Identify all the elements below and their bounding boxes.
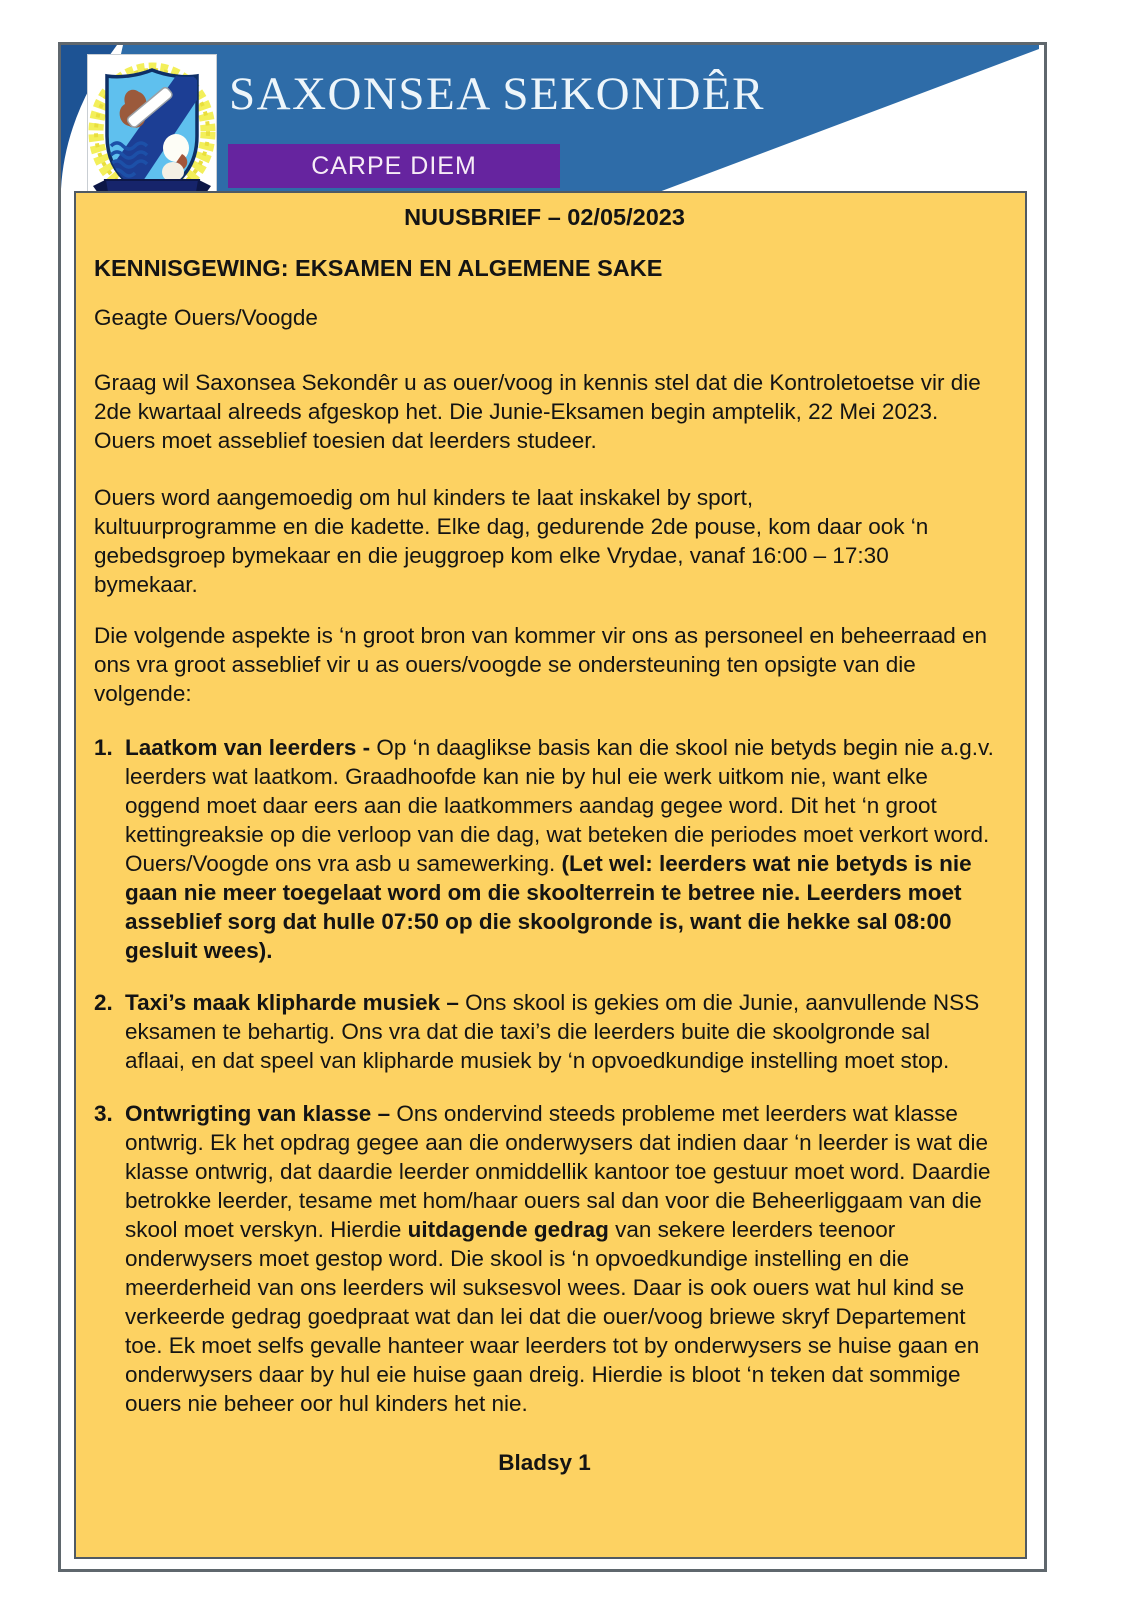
school-crest-icon bbox=[87, 54, 217, 206]
notice-heading: KENNISGEWING: EKSAMEN EN ALGEMENE SAKE bbox=[94, 255, 663, 281]
list-item-ontwrigting bbox=[94, 1099, 995, 1418]
page-frame bbox=[58, 42, 1047, 1572]
page-number: Bladsy 1 bbox=[498, 1450, 591, 1475]
item-text bbox=[125, 733, 995, 965]
item-body: Op ‘n daaglikse basis kan die skool nie betyds begin nie a.g.v. leerders wat laatkom. Graadhoofde kan nie by hul eie werk uitkom nie, want elke oggend moet daar eers aan die laatkommers aandag gegee word. Dit het ‘n groot kettingreaksie op die verloop van die dag, wat beteken die periodes moet verkort word. Ouers/Voogde ons vra asb u samewerking. bbox=[125, 735, 994, 876]
salutation: Geagte Ouers/Voogde bbox=[94, 305, 318, 330]
item-text bbox=[125, 1099, 995, 1418]
school-crest bbox=[87, 54, 217, 193]
paragraph-line: kultuurprogramme en die kadette. Elke dag, gedurende 2de pouse, kom daar ook ‘n gebedsgroep bymekaar en die jeuggroep kom elke Vrydae, vanaf 16:00 – 17:30 bymekaar. bbox=[94, 514, 929, 597]
paragraph-line: Ouers word aangemoedig om hul kinders te laat inskakel by sport, bbox=[94, 485, 754, 510]
item-body: Ons skool is gekies om die Junie, aanvullende NSS eksamen te behartig. Ons vra dat die taxi’s die leerders buite die skoolgronde sal aflaai, en dat speel van klipharde musiek by ‘n opvoedkundige instelling moet stop. bbox=[125, 990, 980, 1073]
newsletter-title: NUUSBRIEF – 02/05/2023 bbox=[404, 204, 685, 230]
motto-text: CARPE DIEM bbox=[311, 151, 477, 180]
list-item-laatkom bbox=[94, 733, 995, 965]
paragraph-intro: Graag wil Saxonsea Sekondêr u as ouer/voog in kennis stel dat die Kontroletoetse vir die 2de kwartaal alreeds afgeskop het. Die Junie-Eksamen begin amptelik, 22 Mei 2023. Ouers moet asseblief toesien dat leerders studeer. bbox=[94, 370, 981, 453]
school-name: SAXONSEA SEKONDÊR bbox=[229, 68, 766, 120]
list-item-taxis bbox=[94, 988, 995, 1075]
item-number: 1. bbox=[94, 735, 113, 760]
item-bold-phrase: uitdagende gedrag bbox=[407, 1217, 609, 1242]
paragraph-activities bbox=[94, 483, 995, 599]
header-banner bbox=[61, 45, 1044, 195]
paragraph-concerns: Die volgende aspekte is ‘n groot bron van kommer vir ons as personeel en beheerraad en ons vra groot asseblief vir u as ouers/voogde se ondersteuning ten opsigte van die volgende: bbox=[94, 623, 988, 706]
item-body: Ons ondervind steeds probleme met leerders wat klasse ontwrig. Ek het opdrag gegee aan die onderwysers dat indien daar ‘n leerder is wat die klasse ontwrig, dat daardie leerder onmiddellik kantoor toe gestuur moet word. Daardie betrokke leerder, tesame met hom/haar ouers sal dan voor die Beheerliggaam van die skool moet verskyn. Hierdie bbox=[125, 1101, 991, 1242]
item-note: (Let wel: leerders wat nie betyds is nie gaan nie meer toegelaat word om die skoolterrein te betree nie. Leerders moet asseblief sorg dat hulle 07:50 op die skoolgronde is, want die hekke sal 08:00 gesluit wees). bbox=[125, 851, 972, 963]
item-title: Ontwrigting van klasse – bbox=[125, 1101, 397, 1126]
item-title: Taxi’s maak klipharde musiek – bbox=[125, 990, 466, 1015]
item-number: 3. bbox=[94, 1101, 113, 1126]
item-body: van sekere leerders teenoor onderwysers moet gestop word. Die skool is ‘n opvoedkundige instelling en die meerderheid van ons leerders wil suksesvol wees. Daar is ook ouers wat hul kind se verkeerde gedrag goedpraat wat dan lei dat die ouer/voog briewe skryf Departement toe. Ek moet selfs gevalle hanteer waar leerders tot by onderwysers se huise gaan en onderwysers daar by hul eie huise gaan dreig. Hierdie is bloot ‘n teken dat sommige ouers nie beheer oor hul kinders het nie. bbox=[125, 1217, 980, 1416]
item-number: 2. bbox=[94, 990, 113, 1015]
item-text bbox=[125, 988, 995, 1075]
newsletter-body bbox=[74, 191, 1027, 1559]
motto-banner bbox=[228, 144, 560, 188]
item-title: Laatkom van leerders - bbox=[125, 735, 377, 760]
